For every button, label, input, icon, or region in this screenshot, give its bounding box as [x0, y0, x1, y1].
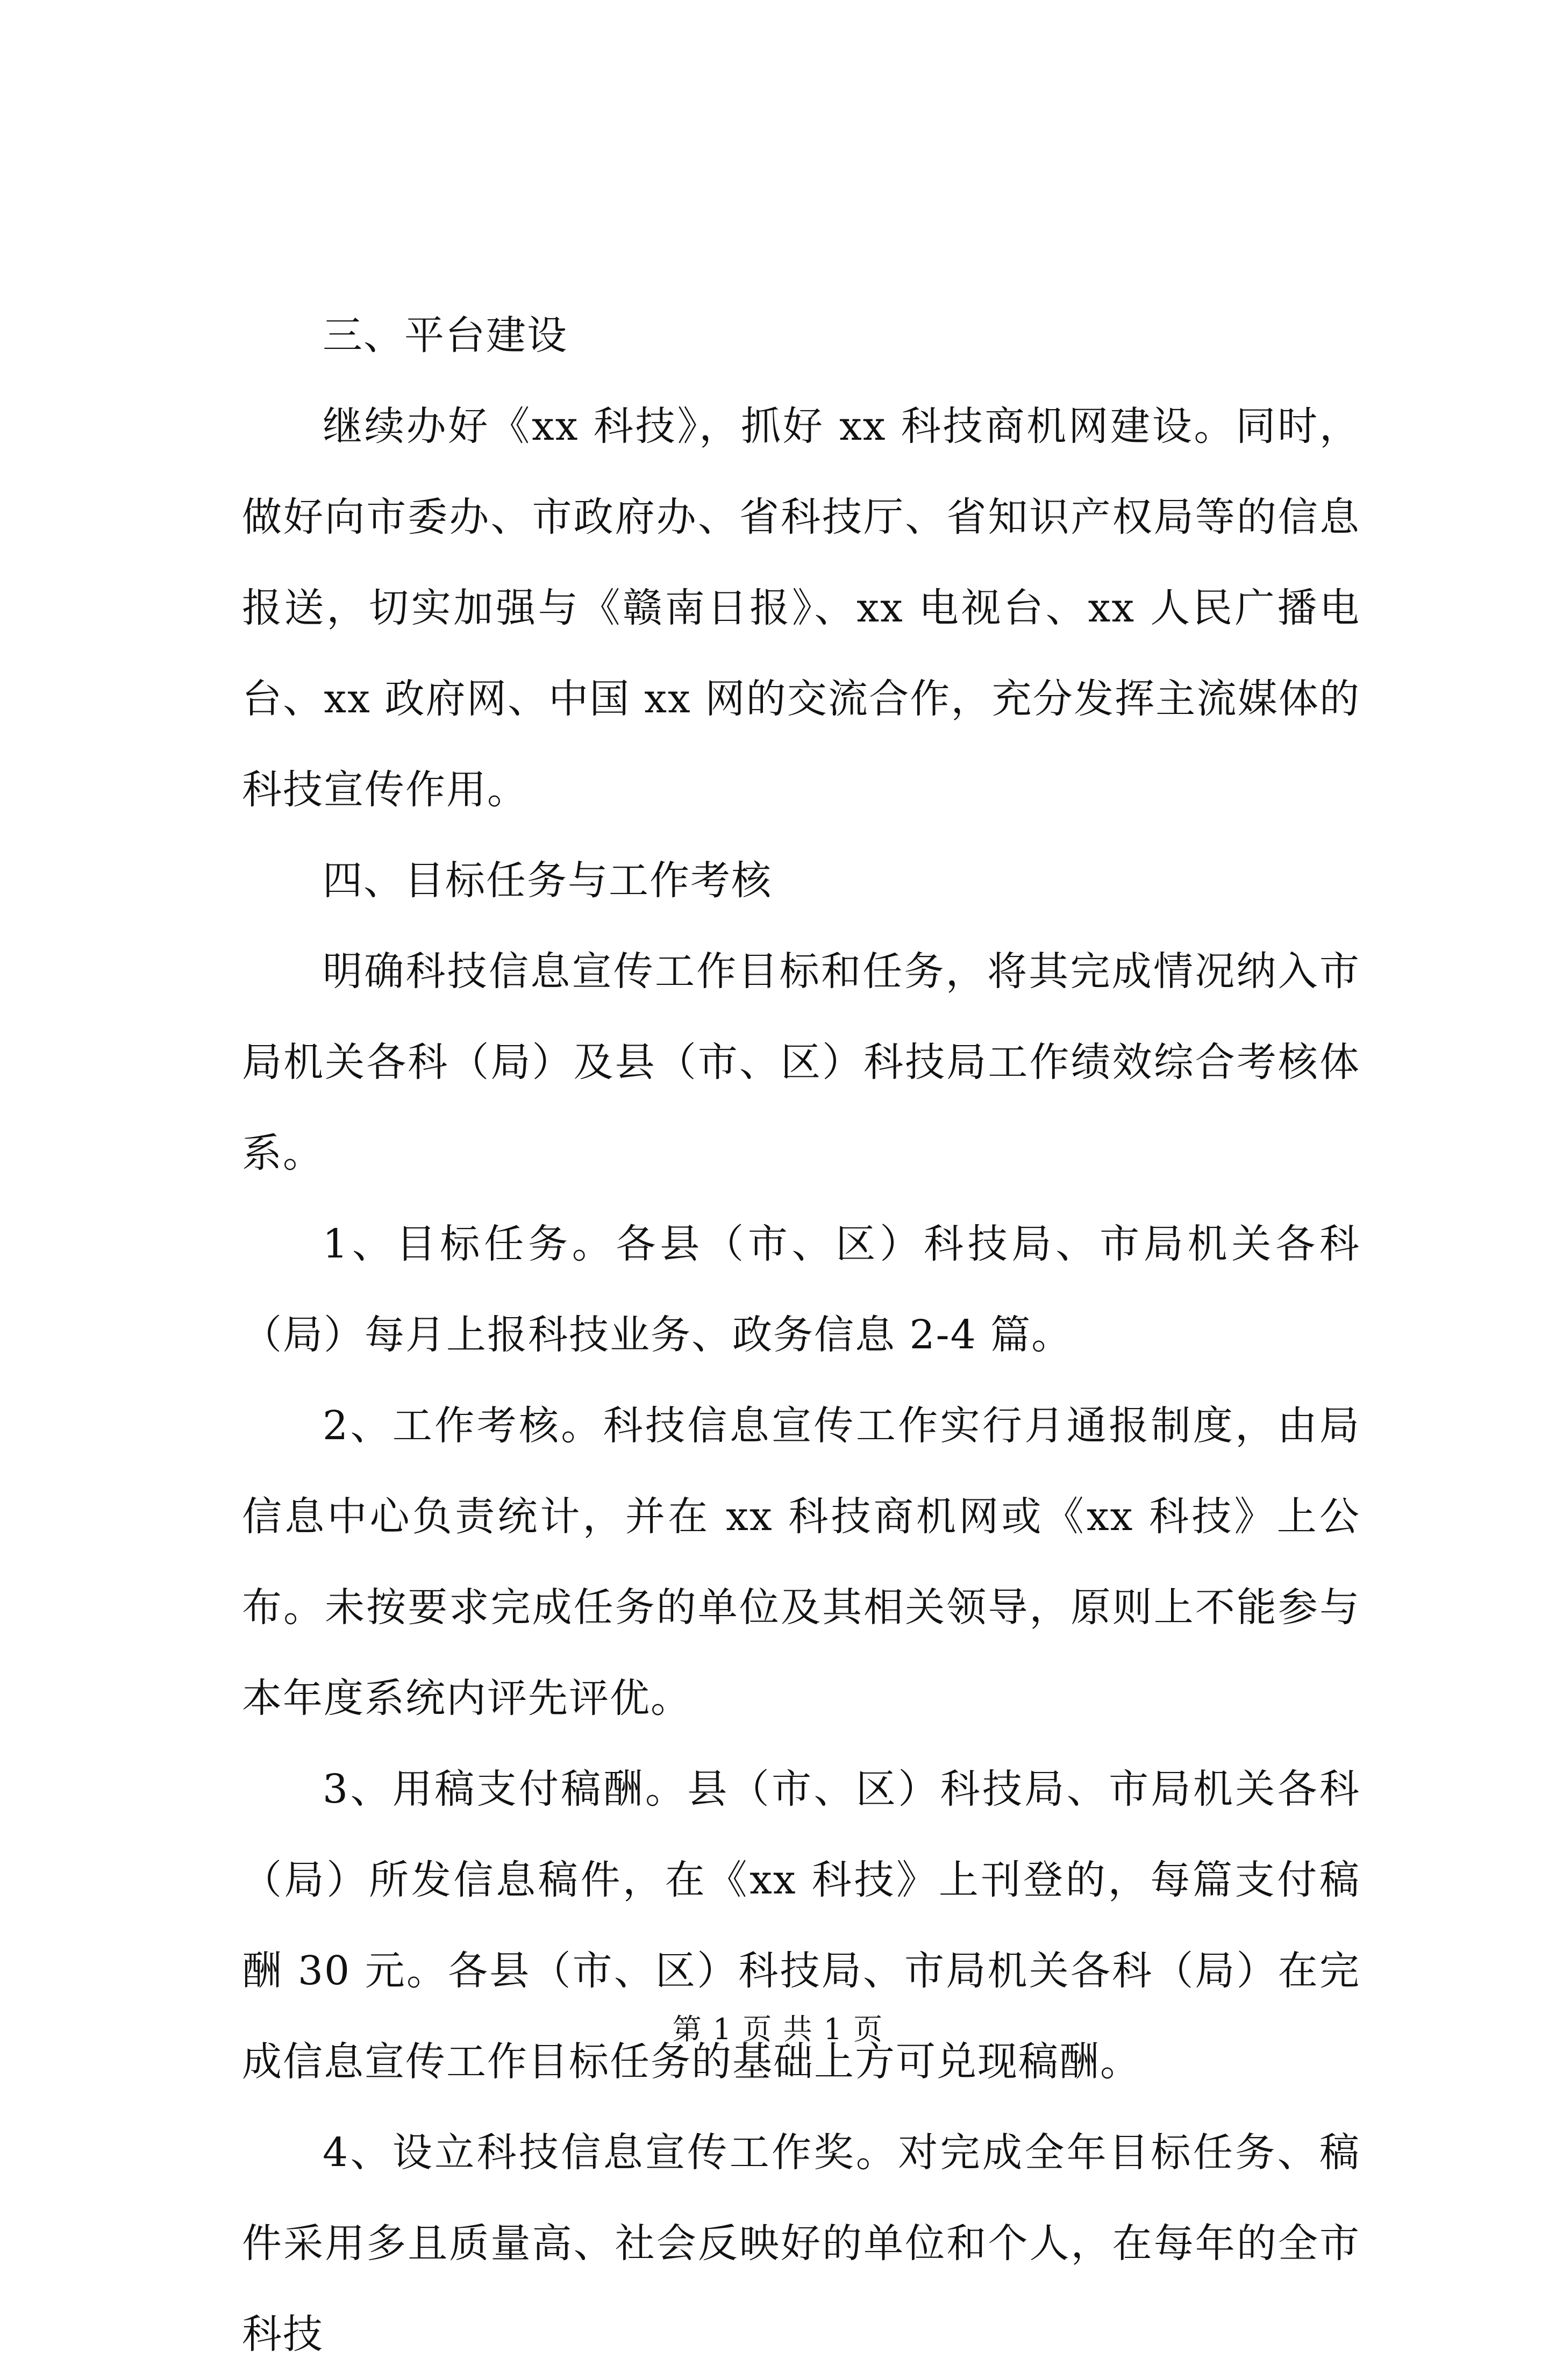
section-heading-platform: 三、平台建设: [323, 312, 568, 359]
list-item-publicity-award: 4、设立科技信息宣传工作奖。对完成全年目标任务、稿件采用多且质量高、社会反映好的单位和个人，在每年的全市科技: [242, 2129, 1360, 2357]
document-body: [242, 290, 1360, 2380]
section-heading-targets: 四、目标任务与工作考核: [323, 857, 772, 904]
list-item-work-assessment: 2、工作考核。科技信息宣传工作实行月通报制度，由局信息中心负责统计，并在 xx 科技商机网或《xx 科技》上公布。未按要求完成任务的单位及其相关领导，原则上不能参与本年度系统内评先评优。: [242, 1403, 1360, 1721]
page-footer: 第 1 页 共 1 页: [672, 2012, 884, 2046]
list-item-target-tasks: 1、目标任务。各县（市、区）科技局、市局机关各科（局）每月上报科技业务、政务信息 2-4 篇。: [242, 1221, 1360, 1358]
list-item-manuscript-fees: 3、用稿支付稿酬。县（市、区）科技局、市局机关各科（局）所发信息稿件，在《xx 科技》上刊登的，每篇支付稿酬 30 元。各县（市、区）科技局、市局机关各科（局）在完成信息宣传工作目标任务的基础上方可兑现稿酬。: [242, 1766, 1360, 2085]
paragraph-targets-intro: 明确科技信息宣传工作目标和任务，将其完成情况纳入市局机关各科（局）及县（市、区）科技局工作绩效综合考核体系。: [242, 948, 1360, 1176]
paragraph-platform-construction: 继续办好《xx 科技》，抓好 xx 科技商机网建设。同时，做好向市委办、市政府办、省科技厅、省知识产权局等的信息报送，切实加强与《赣南日报》、xx 电视台、xx 人民广播电台、xx 政府网、中国 xx 网的交流合作，充分发挥主流媒体的科技宣传作用。: [242, 403, 1360, 813]
